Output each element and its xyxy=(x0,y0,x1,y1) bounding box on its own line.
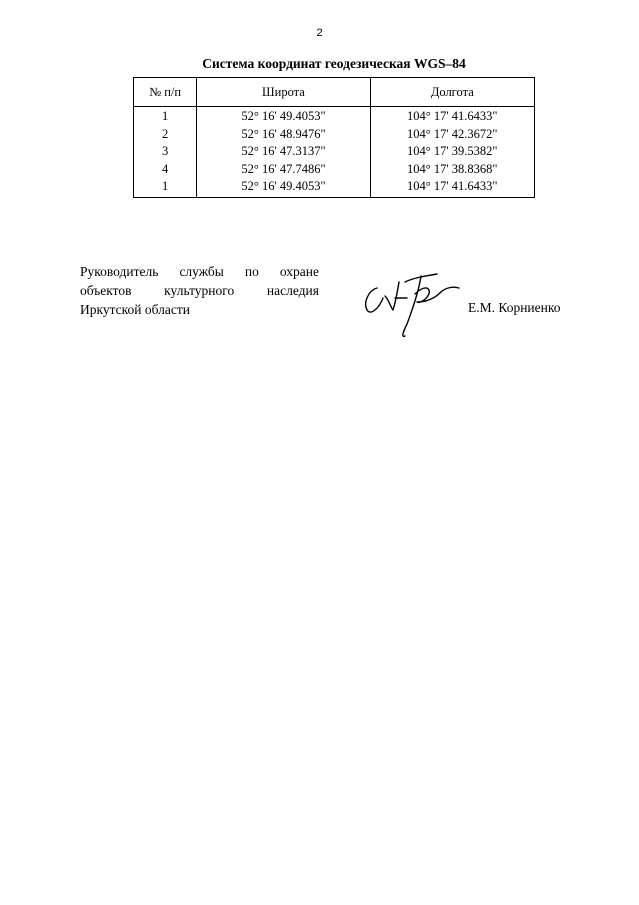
cell-latitude: 52° 16' 48.9476" xyxy=(197,126,370,144)
cell-longitude: 104° 17' 42.3672" xyxy=(370,126,534,144)
header-longitude: Долгота xyxy=(370,78,534,107)
table-header-row xyxy=(134,78,535,107)
signer-position xyxy=(80,262,319,319)
table-title: Система координат геодезическая WGS–84 xyxy=(202,56,466,71)
cell-number: 1 xyxy=(134,178,197,197)
cell-longitude: 104° 17' 41.6433" xyxy=(370,178,534,197)
table-row xyxy=(134,161,535,179)
cell-number: 2 xyxy=(134,126,197,144)
header-latitude: Широта xyxy=(197,78,370,107)
table-row xyxy=(134,178,535,197)
cell-latitude: 52° 16' 47.7486" xyxy=(197,161,370,179)
cell-longitude: 104° 17' 38.8368" xyxy=(370,161,534,179)
coordinates-table xyxy=(133,77,535,198)
table-row xyxy=(134,107,535,126)
signer-name: Е.М. Корниенко xyxy=(468,300,561,315)
page-number: 2 xyxy=(316,27,323,39)
signature-stroke xyxy=(366,288,383,312)
cell-number: 1 xyxy=(134,107,197,126)
header-number: № п/п xyxy=(134,78,197,107)
table-row xyxy=(134,126,535,144)
signature-stroke xyxy=(403,276,421,336)
cell-number: 4 xyxy=(134,161,197,179)
signature-stroke xyxy=(415,287,459,302)
cell-latitude: 52° 16' 47.3137" xyxy=(197,143,370,161)
cell-number: 3 xyxy=(134,143,197,161)
handwritten-signature xyxy=(355,268,465,348)
cell-longitude: 104° 17' 41.6433" xyxy=(370,107,534,126)
signer-position-line: Руководитель службы по охране xyxy=(80,264,319,279)
signature-stroke xyxy=(385,282,399,310)
signer-position-line: Иркутской области xyxy=(80,302,191,317)
cell-latitude: 52° 16' 49.4053" xyxy=(197,107,370,126)
cell-longitude: 104° 17' 39.5382" xyxy=(370,143,534,161)
signer-position-line: объектов культурного наследия xyxy=(80,283,319,298)
cell-latitude: 52° 16' 49.4053" xyxy=(197,178,370,197)
table-row xyxy=(134,143,535,161)
